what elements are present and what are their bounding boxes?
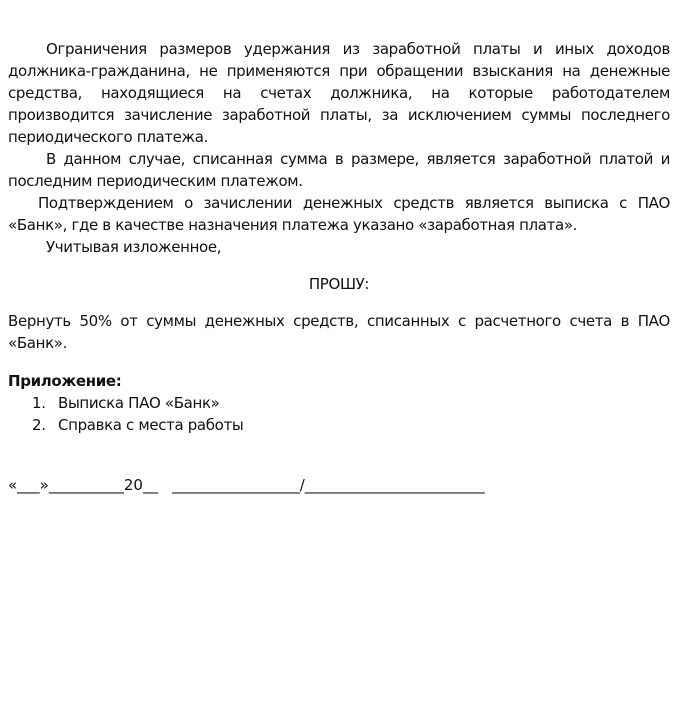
paragraph-limitations: Ограничения размеров удержания из заработной платы и иных доходов должника-гражданина, не применяются при обращении взыскания на денежные средства, находящиеся на счетах должника, на которые работодателем производится зачисление заработной платы, за исключением суммы последнего периодического платежа. bbox=[8, 40, 670, 146]
attachments-list bbox=[8, 392, 670, 436]
list-item-text: Справка с места работы bbox=[58, 416, 244, 434]
attachments-title: Приложение: bbox=[8, 372, 122, 390]
paragraph-salary: В данном случае, списанная сумма в размере, является заработной платой и последним периодическим платежом. bbox=[8, 150, 670, 190]
document-page bbox=[8, 38, 670, 496]
paragraph-confirmation: Подтверждением о зачислении денежных средств является выписка с ПАО «Банк», где в качестве назначения платежа указано «заработная плата». bbox=[8, 194, 670, 234]
date-signature-line: «___»__________20__ _________________/________________________ bbox=[8, 476, 485, 494]
list-item-text: Выписка ПАО «Банк» bbox=[58, 394, 220, 412]
list-item bbox=[8, 392, 670, 414]
request-heading: ПРОШУ: bbox=[308, 275, 370, 293]
paragraph-considering: Учитывая изложенное, bbox=[46, 238, 222, 256]
list-item-number: 1. bbox=[32, 394, 46, 412]
list-item-number: 2. bbox=[32, 416, 46, 434]
request-text: Вернуть 50% от суммы денежных средств, списанных с расчетного счета в ПАО «Банк». bbox=[8, 312, 670, 352]
list-item bbox=[8, 414, 670, 436]
